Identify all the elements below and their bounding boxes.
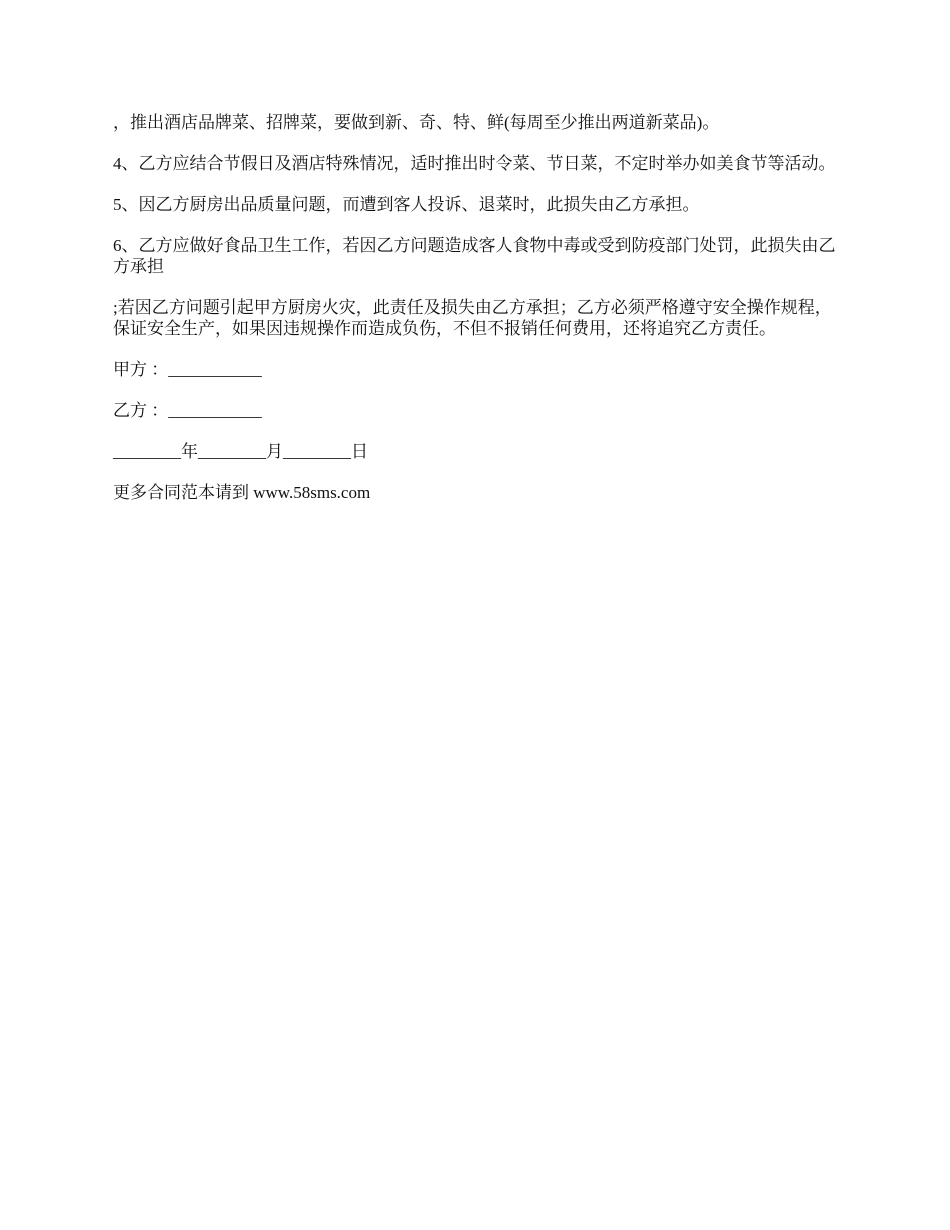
party-b-signature: 乙方 ：___________ bbox=[113, 401, 262, 420]
paragraph-clause-6: 6、乙方应做好食品卫生工作，若因乙方问题造成客人食物中毒或受到防疫部门处罚，此损失由乙方承担 bbox=[113, 236, 836, 276]
paragraph-fire-safety: ;若因乙方问题引起甲方厨房火灾，此责任及损失由乙方承担；乙方必须严格遵守安全操作规程，保证安全生产，如果因违规操作而造成负伤，不但不报销任何费用，还将追究乙方责任。 bbox=[113, 298, 832, 338]
document-body bbox=[113, 112, 841, 503]
paragraph-clause-5: 5、因乙方厨房出品质量问题，而遭到客人投诉、退菜时，此损失由乙方承担。 bbox=[113, 195, 700, 214]
date-line: ________年________月________日 bbox=[113, 442, 368, 461]
paragraph-continuation: ，推出酒店品牌菜、招牌菜，要做到新、奇、特、鲜(每周至少推出两道新菜品)。 bbox=[113, 113, 720, 132]
paragraph-clause-4: 4、乙方应结合节假日及酒店特殊情况，适时推出时令菜、节日菜，不定时举办如美食节等活动。 bbox=[113, 154, 836, 173]
footer-link-text: 更多合同范本请到 www.58sms.com bbox=[113, 483, 371, 502]
party-a-signature: 甲方 ：___________ bbox=[113, 360, 262, 379]
